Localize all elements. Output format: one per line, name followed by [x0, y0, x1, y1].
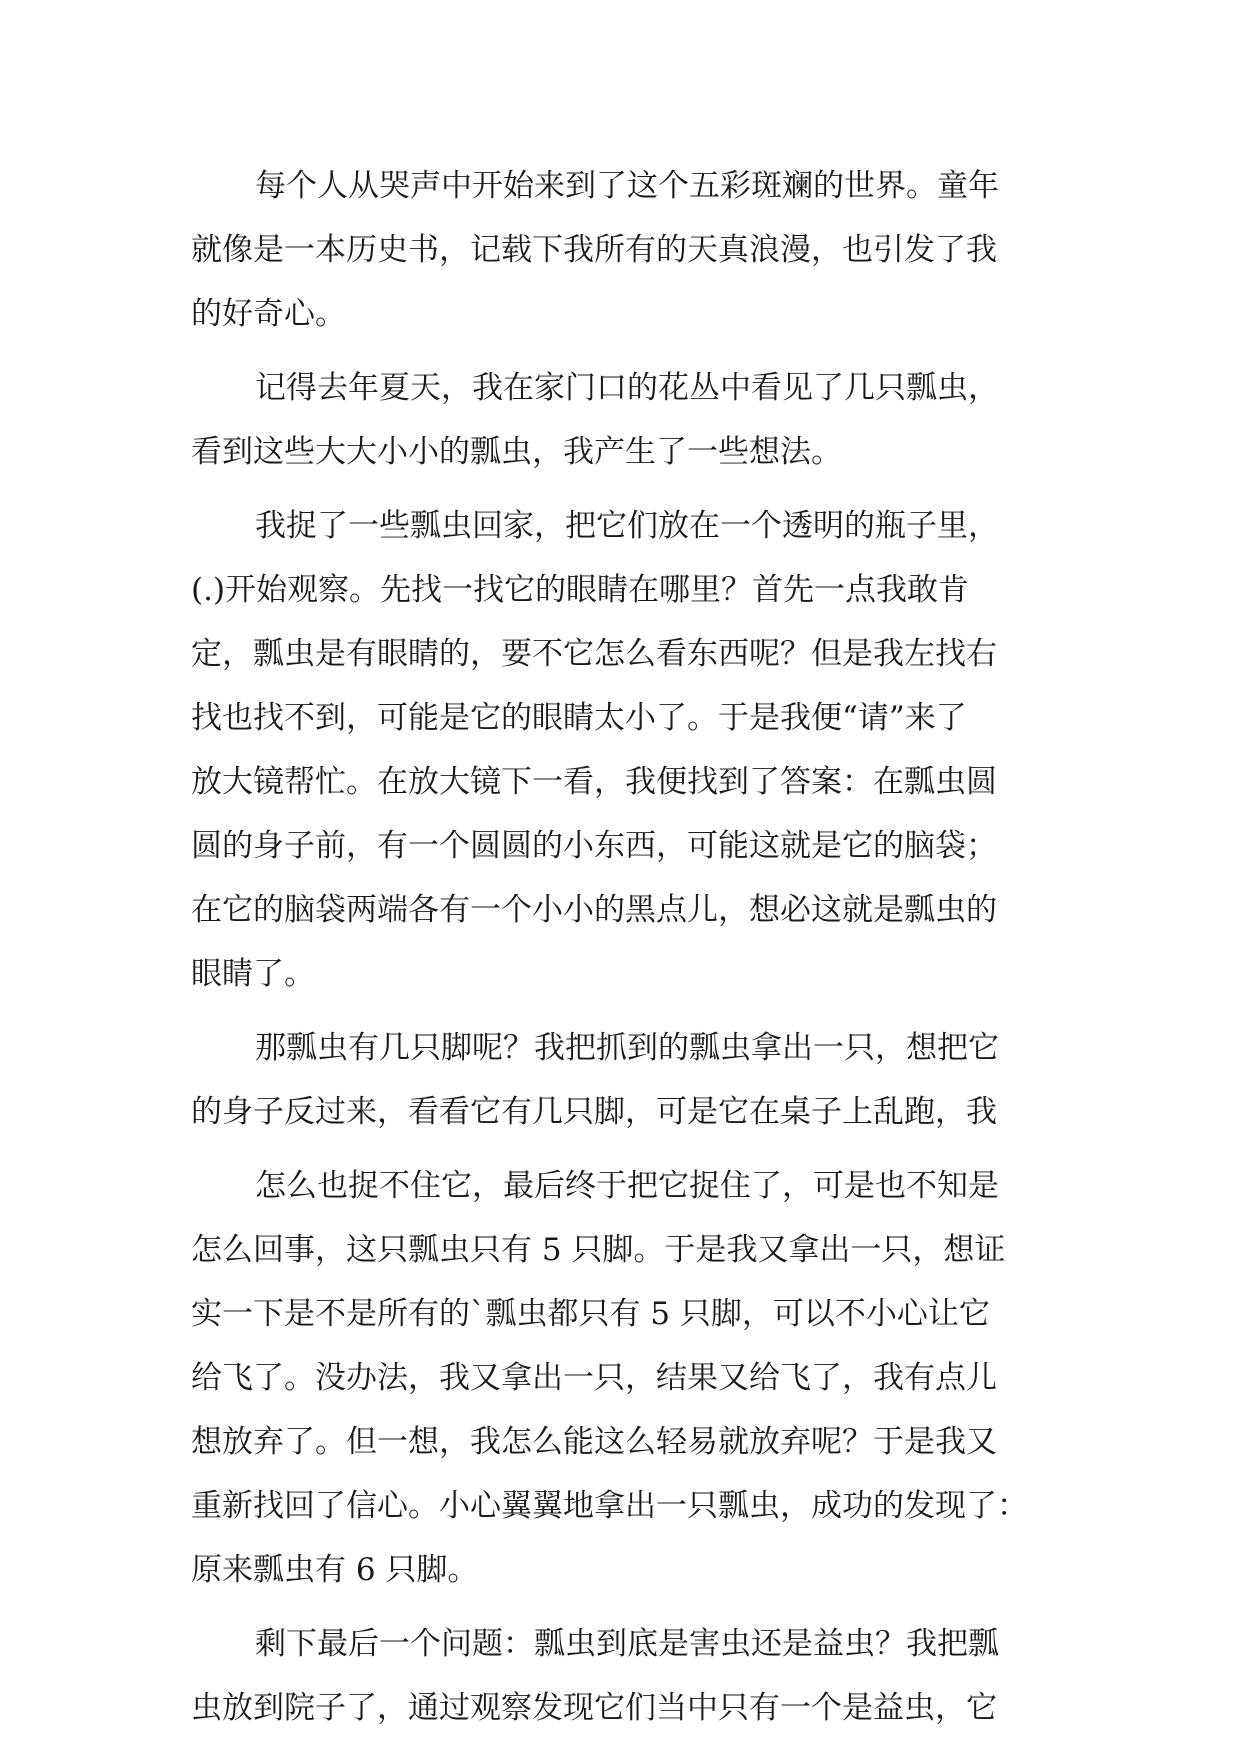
text-line: 定，瓢虫是有眼睛的，要不它怎么看东西呢？但是我左找右	[191, 636, 997, 672]
text-line: 我捉了一些瓢虫回家，把它们放在一个透明的瓶子里，	[255, 508, 999, 544]
text-line: 的好奇心。	[191, 296, 346, 332]
text-line: 找也找不到，可能是它的眼睛太小了。于是我便“请”来了	[191, 700, 967, 736]
text-line: 记得去年夏天，我在家门口的花丛中看见了几只瓢虫，	[255, 370, 999, 406]
text-line: 眼睛了。	[191, 956, 315, 992]
text-line: 剩下最后一个问题：瓢虫到底是害虫还是益虫？我把瓢	[255, 1626, 999, 1662]
text-line: 圆的身子前，有一个圆圆的小东西，可能这就是它的脑袋；	[191, 828, 997, 864]
text-line: 看到这些大大小小的瓢虫，我产生了一些想法。	[191, 434, 842, 470]
text-line: 每个人从哭声中开始来到了这个五彩斑斓的世界。童年	[255, 168, 999, 204]
text-line: 给飞了。没办法，我又拿出一只，结果又给飞了，我有点儿	[191, 1360, 997, 1396]
text-line: 就像是一本历史书，记载下我所有的天真浪漫，也引发了我	[191, 232, 997, 268]
text-line: 原来瓢虫有 6 只脚。	[191, 1552, 479, 1588]
text-line: 怎么回事，这只瓢虫只有 5 只脚。于是我又拿出一只，想证	[191, 1232, 1006, 1268]
text-line: 那瓢虫有几只脚呢？我把抓到的瓢虫拿出一只，想把它	[255, 1030, 999, 1066]
text-line: 在它的脑袋两端各有一个小小的黑点儿，想必这就是瓢虫的	[191, 892, 997, 928]
text-line: 放大镜帮忙。在放大镜下一看，我便找到了答案：在瓢虫圆	[191, 764, 997, 800]
text-line: 实一下是不是所有的`瓢虫都只有 5 只脚，可以不小心让它	[191, 1296, 990, 1332]
text-line: 想放弃了。但一想，我怎么能这么轻易就放弃呢？于是我又	[191, 1424, 997, 1460]
text-line: (.)开始观察。先找一找它的眼睛在哪里？首先一点我敢肯	[191, 572, 970, 608]
text-line: 的身子反过来，看看它有几只脚，可是它在桌子上乱跑，我	[191, 1094, 997, 1130]
text-line: 重新找回了信心。小心翼翼地拿出一只瓢虫，成功的发现了：	[191, 1488, 1028, 1524]
text-line: 虫放到院子了，通过观察发现它们当中只有一个是益虫，它	[191, 1690, 997, 1726]
text-line: 怎么也捉不住它，最后终于把它捉住了，可是也不知是	[255, 1168, 999, 1204]
body-text	[191, 154, 1051, 1740]
